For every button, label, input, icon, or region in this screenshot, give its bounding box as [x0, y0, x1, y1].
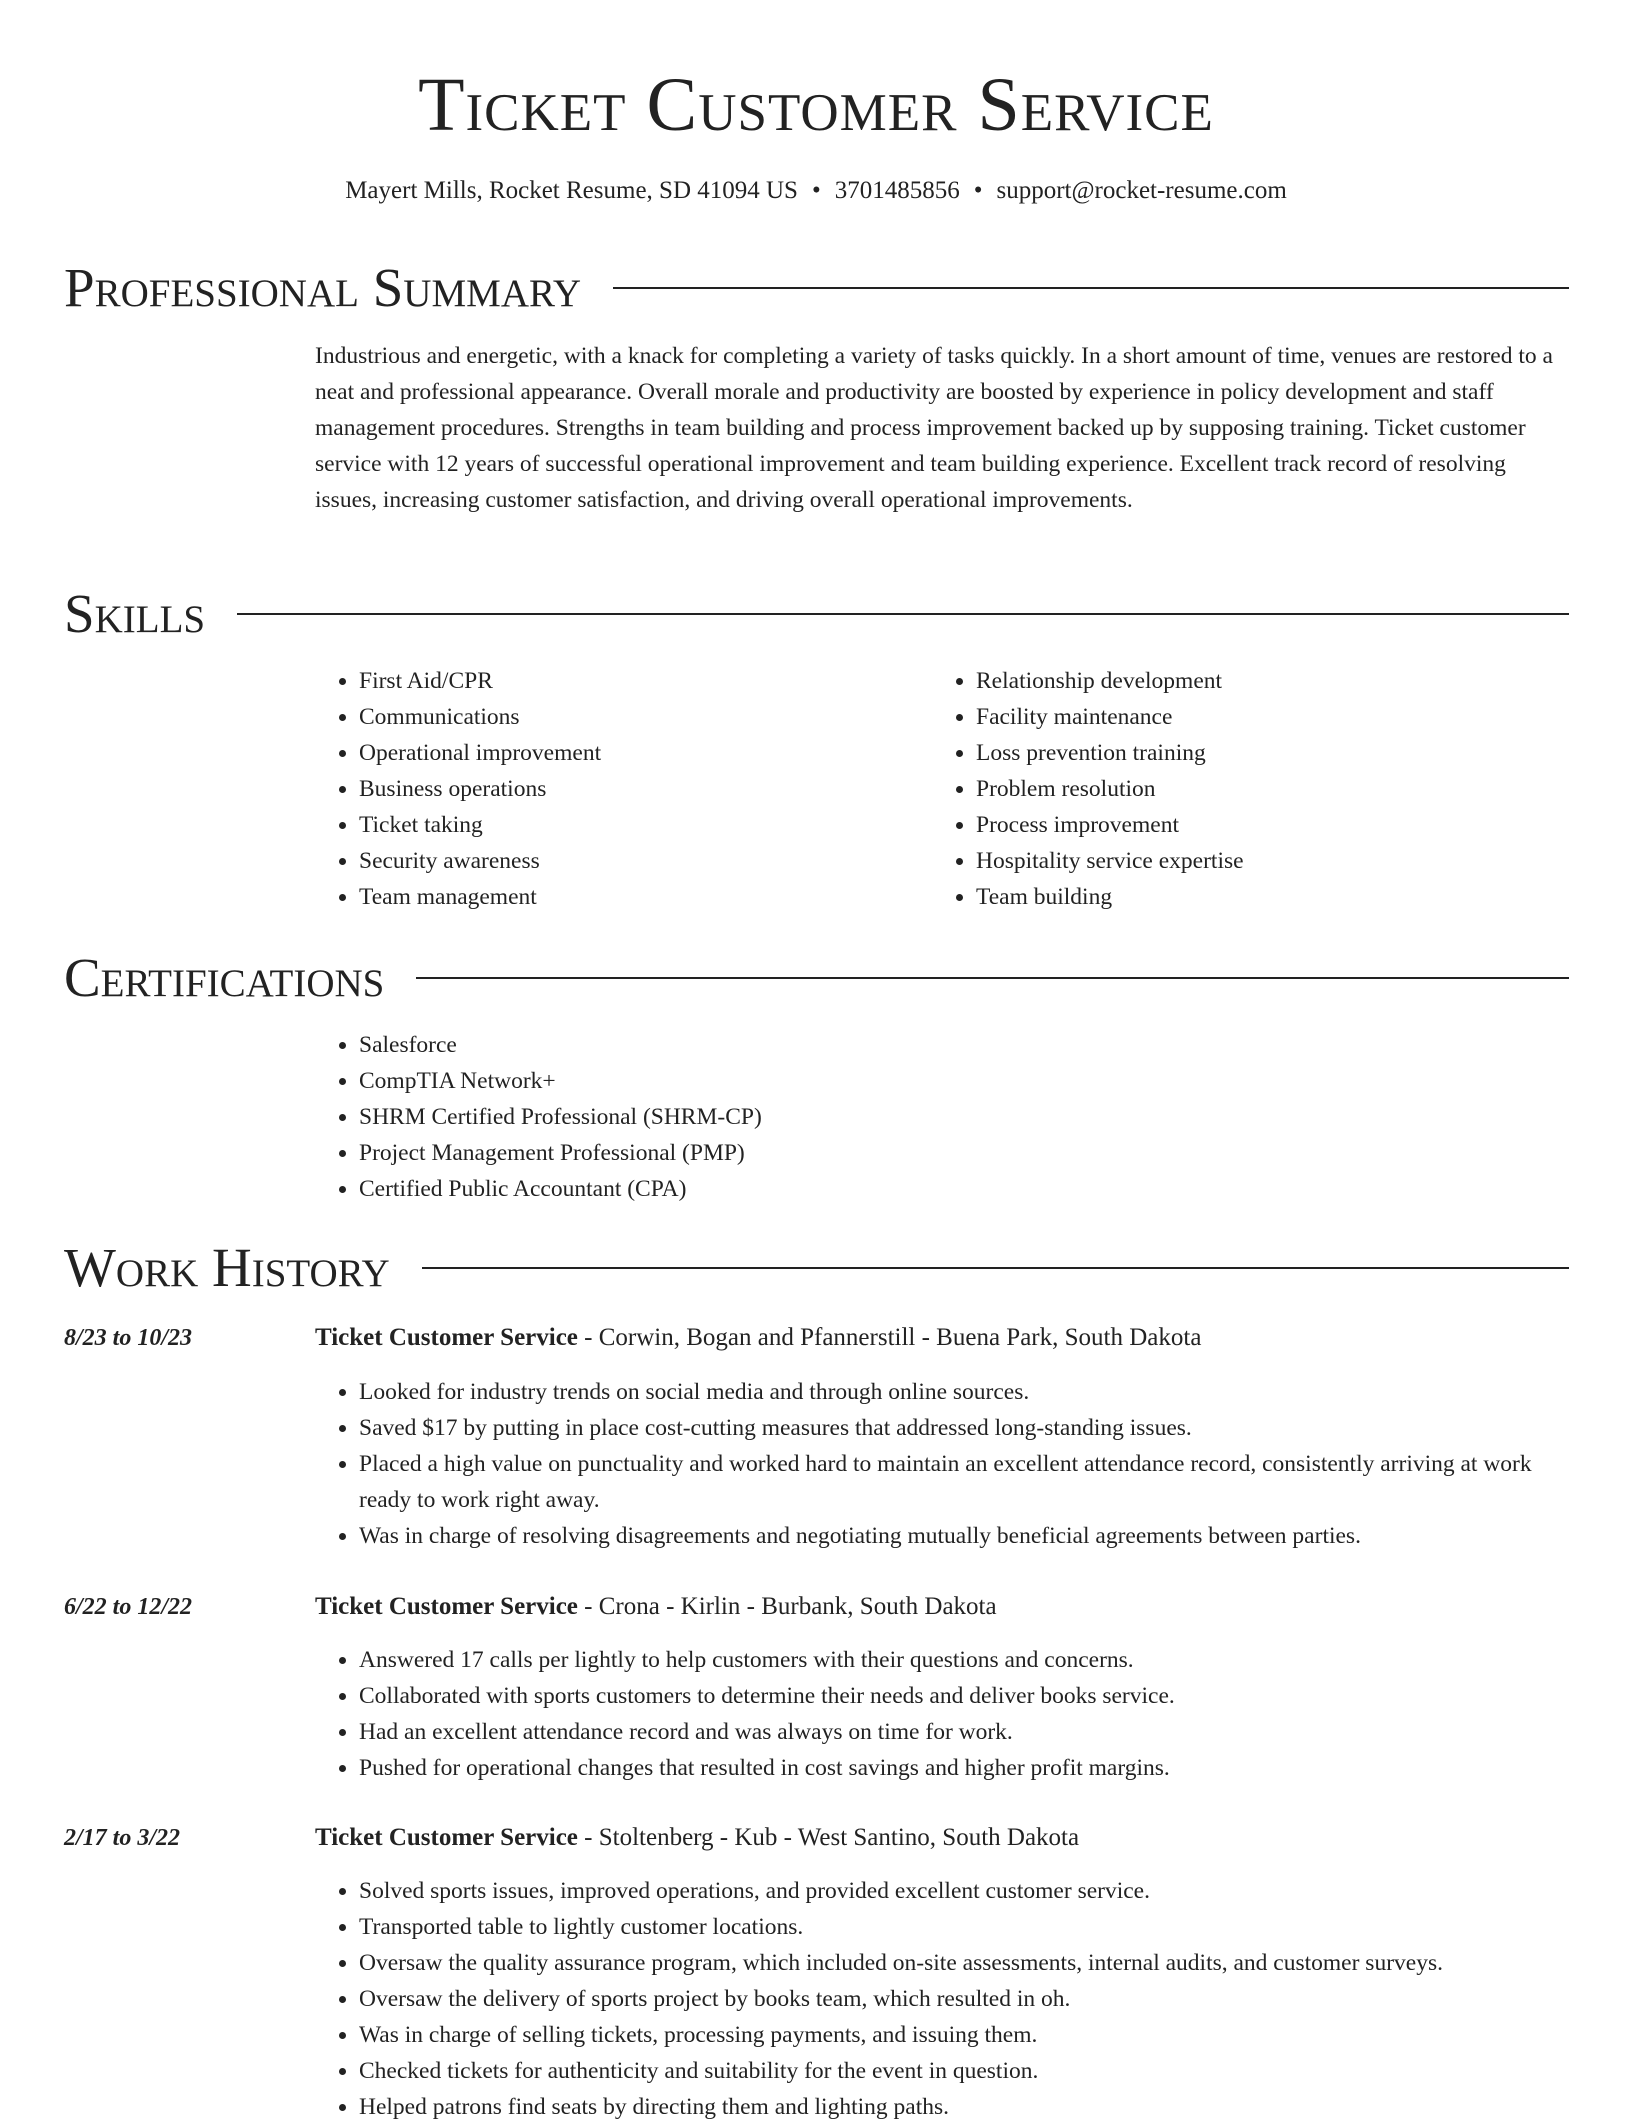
job-bullet-list: [315, 1873, 1570, 2125]
skill-item: • Ticket taking: [359, 807, 601, 843]
job-bullet: • Transported table to lightly customer locations.: [359, 1909, 1570, 1945]
job-bullet: • Pushed for operational changes that resulted in cost savings and higher profit margins.: [359, 1750, 1570, 1786]
skill-item: • Hospitality service expertise: [976, 843, 1244, 879]
skill-item: • Communications: [359, 699, 601, 735]
job-bullet: • Oversaw the delivery of sports project by books team, which resulted in oh.: [359, 1981, 1570, 2017]
skill-item: • Operational improvement: [359, 735, 601, 771]
certifications-block: [315, 1027, 762, 1207]
job-bullet: • Checked tickets for authenticity and suitability for the event in question.: [359, 2053, 1570, 2089]
section-divider: [422, 1267, 1569, 1269]
skill-item: • Problem resolution: [976, 771, 1244, 807]
job-bullets-block: [315, 1374, 1570, 1554]
section-divider: [237, 613, 1569, 615]
skills-column-left: [315, 663, 601, 915]
certifications-section-header: [64, 946, 1569, 1010]
candidate-name: Ticket Customer Service: [418, 63, 1214, 147]
job-title-line: [315, 1320, 1201, 1356]
job-bullet-list: [315, 1642, 1570, 1786]
certification-item: • Certified Public Accountant (CPA): [359, 1171, 762, 1207]
contact-line: [0, 174, 1632, 208]
skill-item: • Team building: [976, 879, 1244, 915]
job-company: - Corwin, Bogan and Pfannerstill - Buena Park, South Dakota: [577, 1324, 1202, 1351]
certification-item: • Project Management Professional (PMP): [359, 1135, 762, 1171]
job-bullet: • Was in charge of selling tickets, processing payments, and issuing them.: [359, 2017, 1570, 2053]
job-bullet: • Answered 17 calls per lightly to help customers with their questions and concerns.: [359, 1642, 1570, 1678]
job-bullet: • Placed a high value on punctuality and worked hard to maintain an excellent attendance record, consistently arriving at work ready to work right away.: [359, 1446, 1570, 1518]
summary-section-title: Professional Summary: [64, 257, 582, 318]
contact-email: support@rocket-resume.com: [996, 177, 1287, 204]
skill-item: • Facility maintenance: [976, 699, 1244, 735]
skill-item: • Team management: [359, 879, 601, 915]
contact-separator: •: [811, 177, 821, 204]
job-company: - Crona - Kirlin - Burbank, South Dakota: [577, 1593, 997, 1620]
section-divider: [416, 977, 1569, 979]
summary-text: Industrious and energetic, with a knack for completing a variety of tasks quickly. In a short amount of time, venues are restored to a neat and professional appearance. Overall morale and productivity are boosted by experience in policy development and staff management procedures. Strengths in team building and process improvement backed up by supposing training. Ticket customer service with 12 years of successful operational improvement and team building experience. Excellent track record of resolving issues, increasing customer satisfaction, and driving overall operational improvements.: [315, 343, 1553, 513]
job-bullet: • Helped patrons find seats by directing them and lighting paths.: [359, 2089, 1570, 2125]
skill-item: • Loss prevention training: [976, 735, 1244, 771]
job-bullet: • Saved $17 by putting in place cost-cutting measures that addressed long-standing issues.: [359, 1410, 1570, 1446]
contact-address: Mayert Mills, Rocket Resume, SD 41094 US: [345, 177, 798, 204]
job-title-line: [315, 1589, 997, 1625]
certification-item: • CompTIA Network+: [359, 1063, 762, 1099]
job-bullet: • Collaborated with sports customers to determine their needs and deliver books service.: [359, 1678, 1570, 1714]
certifications-list: [315, 1027, 762, 1207]
job-bullets-block: [315, 1873, 1570, 2125]
job-bullet: • Had an excellent attendance record and was always on time for work.: [359, 1714, 1570, 1750]
skill-item: • First Aid/CPR: [359, 663, 601, 699]
work-history-section-header: [64, 1236, 1569, 1300]
job-title-line: [315, 1820, 1079, 1856]
contact-phone: 3701485856: [834, 177, 960, 204]
skill-item: • Business operations: [359, 771, 601, 807]
job-dates: 8/23 to 10/23: [64, 1325, 193, 1351]
skill-item: • Relationship development: [976, 663, 1244, 699]
job-role: Ticket Customer Service: [315, 1324, 578, 1351]
job-bullet: • Solved sports issues, improved operations, and provided excellent customer service.: [359, 1873, 1570, 1909]
skills-section-header: [64, 582, 1569, 646]
certification-item: • SHRM Certified Professional (SHRM-CP): [359, 1099, 762, 1135]
job-role: Ticket Customer Service: [315, 1593, 578, 1620]
summary-section-header: [64, 256, 1569, 320]
job-dates: 2/17 to 3/22: [64, 1825, 181, 1851]
job-bullet: • Was in charge of resolving disagreements and negotiating mutually beneficial agreements between parties.: [359, 1518, 1570, 1554]
section-divider: [613, 287, 1569, 289]
certification-item: • Salesforce: [359, 1027, 762, 1063]
skill-item: • Security awareness: [359, 843, 601, 879]
job-bullet: • Looked for industry trends on social media and through online sources.: [359, 1374, 1570, 1410]
skill-item: • Process improvement: [976, 807, 1244, 843]
certifications-section-title: Certifications: [64, 947, 385, 1008]
job-bullets-block: [315, 1642, 1570, 1786]
skills-list-right: [932, 663, 1244, 915]
skills-list-left: [315, 663, 601, 915]
job-bullet: • Oversaw the quality assurance program, which included on-site assessments, internal audits, and customer surveys.: [359, 1945, 1570, 1981]
contact-separator: •: [973, 177, 983, 204]
job-dates: 6/22 to 12/22: [64, 1594, 193, 1620]
skills-column-right: [932, 663, 1244, 915]
work-history-section-title: Work History: [64, 1237, 390, 1298]
skills-section-title: Skills: [64, 583, 206, 644]
job-company: - Stoltenberg - Kub - West Santino, South Dakota: [577, 1824, 1080, 1851]
job-role: Ticket Customer Service: [315, 1824, 578, 1851]
job-bullet-list: [315, 1374, 1570, 1554]
